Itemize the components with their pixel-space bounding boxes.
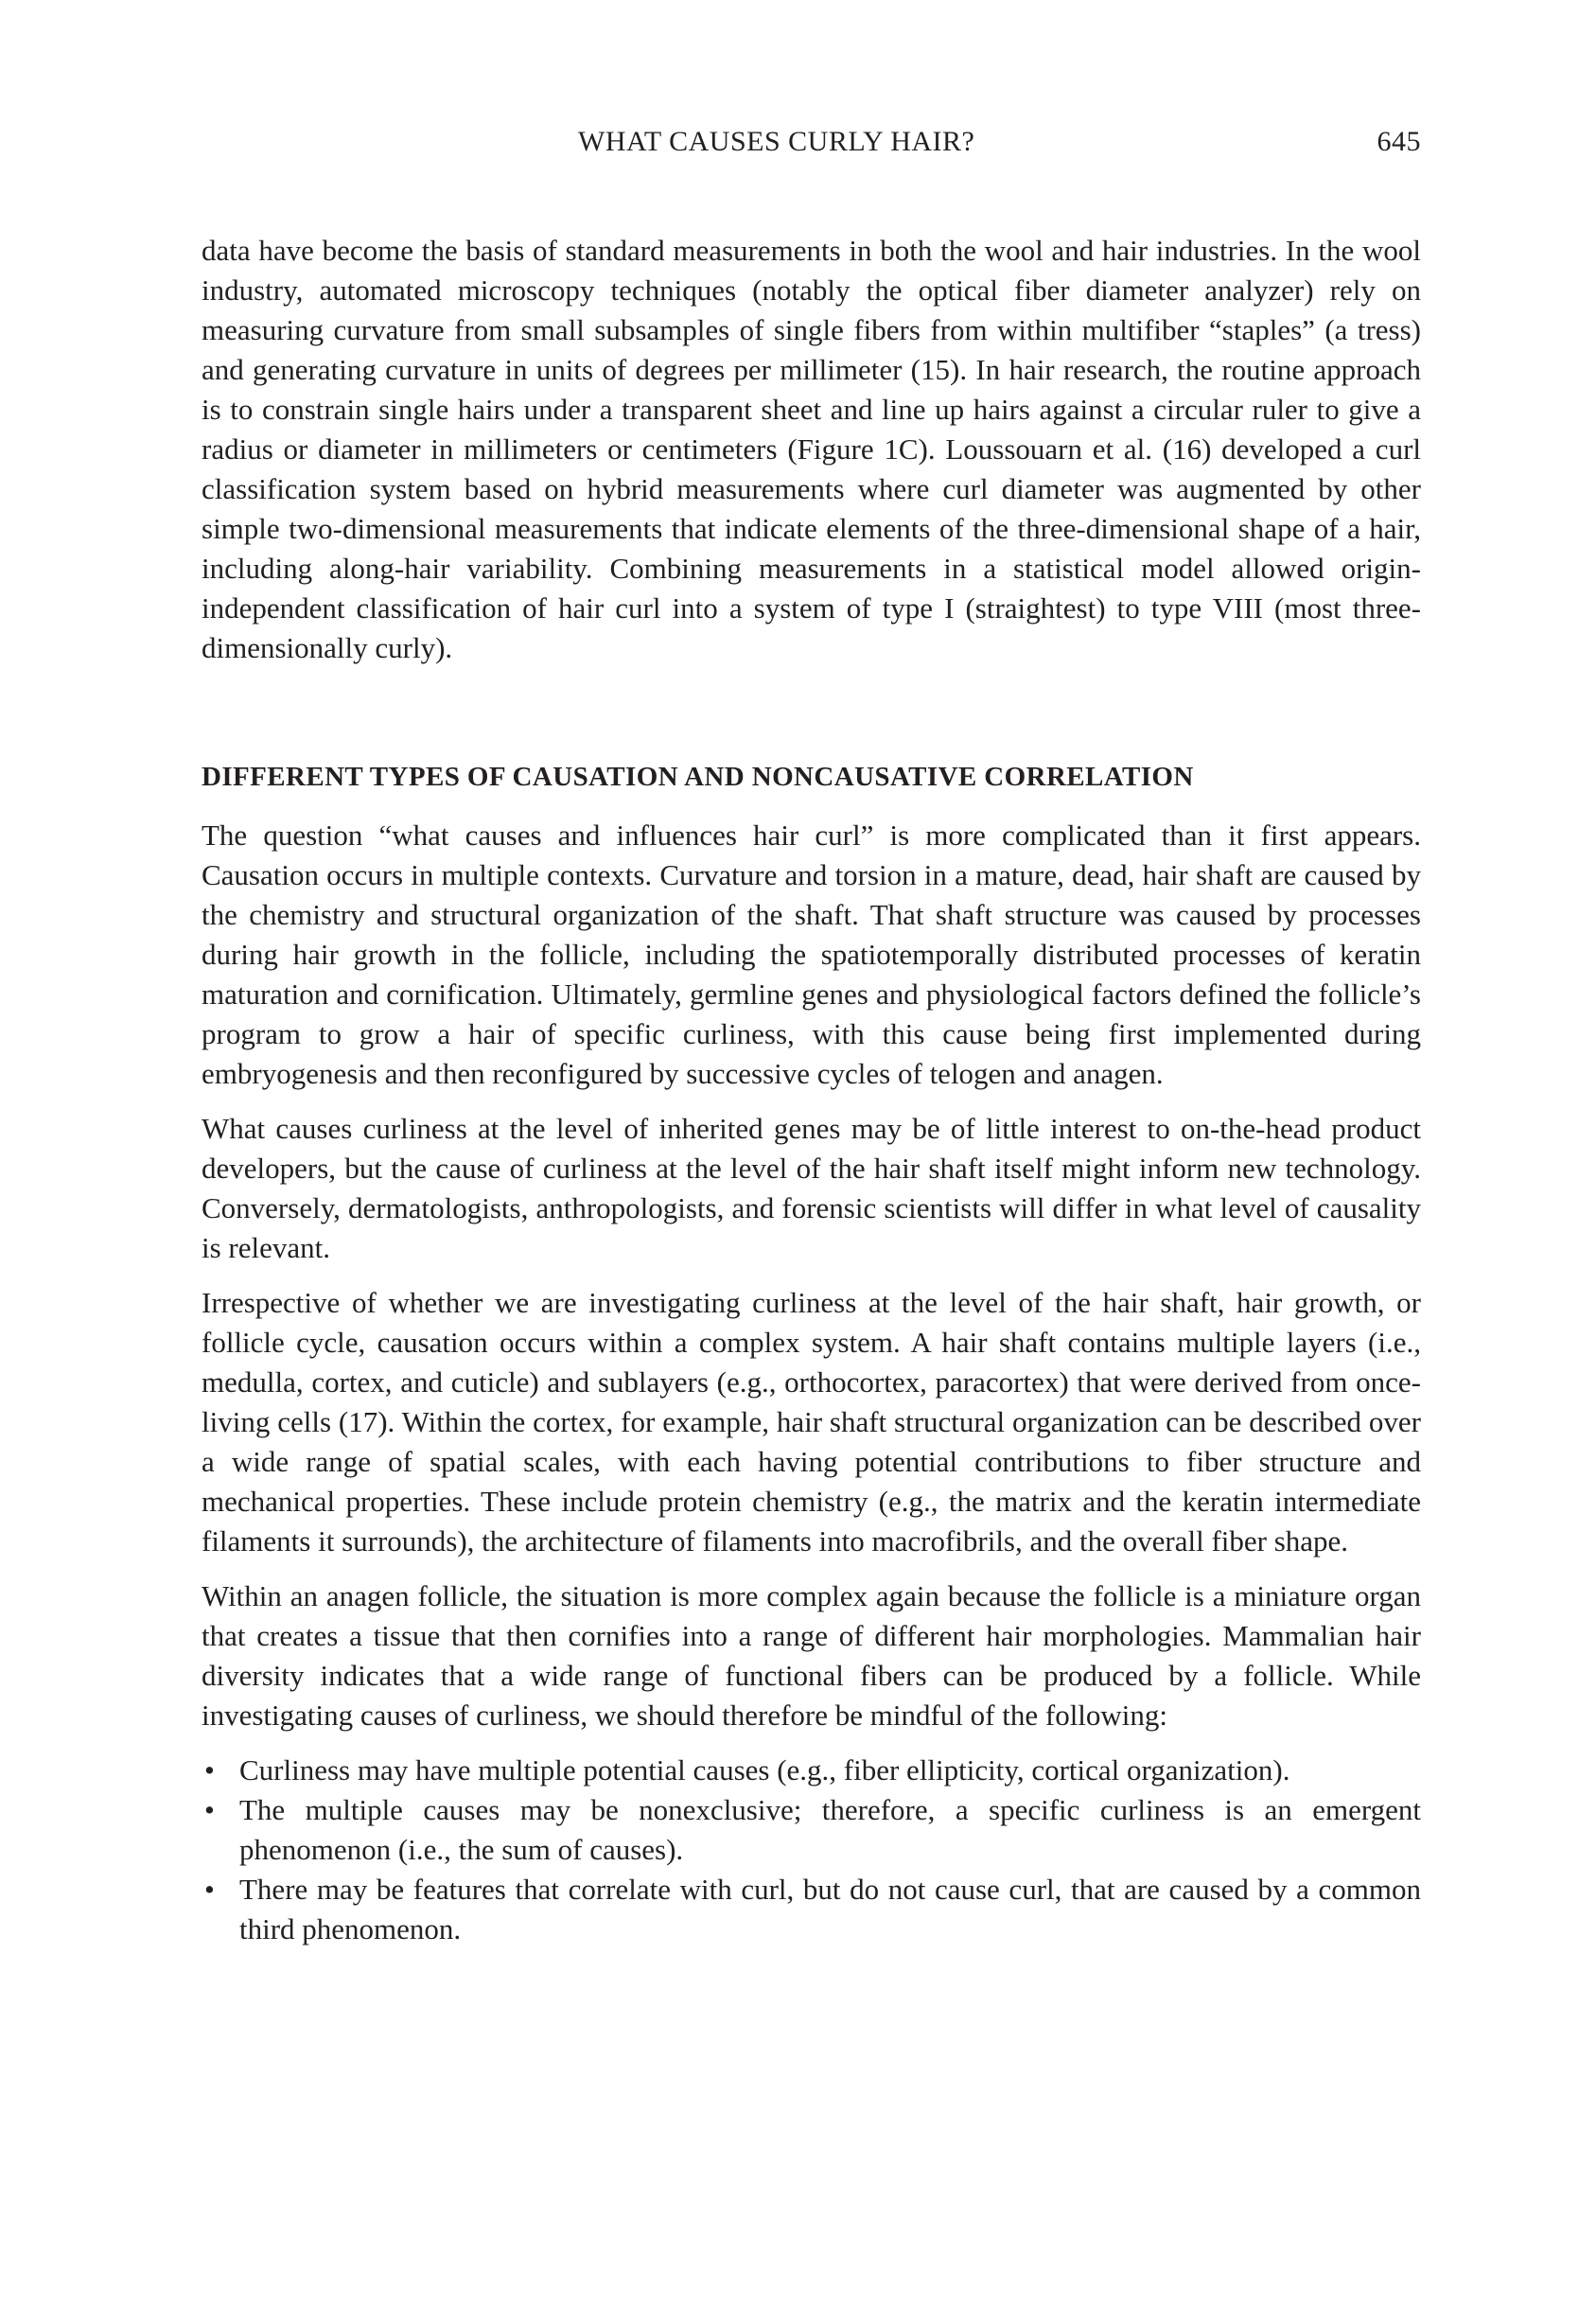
running-title: WHAT CAUSES CURLY HAIR? [578,126,975,157]
bullet-item [202,1870,1421,1949]
bullet-icon: • [204,1873,215,1906]
running-header [202,121,1421,163]
bullet-item [202,1790,1421,1870]
body-column [202,231,1421,1949]
bullet-list [202,1751,1421,1949]
page-number: 645 [1377,126,1421,157]
bullet-text: The multiple causes may be nonexclusive; therefore, a specific curliness is an emergent phenomenon (i.e., the sum of causes). [239,1793,1421,1866]
intro-paragraph: data have become the basis of standard measurements in both the wool and hair industries. In the wool industry, automated microscopy techniques (notably the optical fiber diameter analyzer) rely on measuring curvature from small subsamples of single fibers from within multifiber “staples” (a tress) and generating curvature in units of degrees per millimeter (15). In hair research, the routine approach is to constrain single hairs under a transparent sheet and line up hairs against a circular ruler to give a radius or diameter in millimeters or centimeters (Figure 1C). Loussouarn et al. (16) developed a curl classification system based on hybrid measurements where curl diameter was augmented by other simple two-dimensional measurements that indicate elements of the three-dimensional shape of a hair, including along-hair variability. Combining measurements in a statistical model allowed origin-independent classification of hair curl into a system of type I (straightest) to type VIII (most three-dimensionally curly). [202,234,1421,664]
bullet-text: There may be features that correlate with curl, but do not cause curl, that are caused by a common third phenomenon. [239,1873,1421,1945]
bullet-text: Curliness may have multiple potential causes (e.g., fiber ellipticity, cortical organization). [239,1753,1290,1787]
paragraph-anagen-follicle: Within an anagen follicle, the situation is more complex again because the follicle is a miniature organ that creates a tissue that then cornifies into a range of different hair morphologies. Mammalian hair diversity indicates that a wide range of functional fibers can be produced by a follicle. While investigating causes of curliness, we should therefore be mindful of the following: [202,1579,1421,1732]
bullet-item [202,1751,1421,1790]
bullet-icon: • [204,1753,215,1787]
section-heading: DIFFERENT TYPES OF CAUSATION AND NONCAUSATIVE CORRELATION [202,762,1194,792]
paragraph-causation-contexts: The question “what causes and influences hair curl” is more complicated than it first appears. Causation occurs in multiple contexts. Curvature and torsion in a mature, dead, hair shaft are caused by the chemistry and structural organization of the shaft. That shaft structure was caused by processes during hair growth in the follicle, including the spatiotemporally distributed processes of keratin maturation and cornification. Ultimately, germline genes and physiological factors defined the follicle’s program to grow a hair of specific curliness, with this cause being first implemented during embryogenesis and then reconfigured by successive cycles of telogen and anagen. [202,819,1421,1090]
paragraph-complex-system: Irrespective of whether we are investigating curliness at the level of the hair shaft, hair growth, or follicle cycle, causation occurs within a complex system. A hair shaft contains multiple layers (i.e., medulla, cortex, and cuticle) and sublayers (e.g., orthocortex, paracortex) that were derived from once-living cells (17). Within the cortex, for example, hair shaft structural organization can be described over a wide range of spatial scales, with each having potential contributions to fiber structure and mechanical properties. These include protein chemistry (e.g., the matrix and the keratin intermediate filaments it surrounds), the architecture of filaments into macrofibrils, and the overall fiber shape. [202,1286,1421,1558]
bullet-icon: • [204,1793,215,1826]
paragraph-levels-of-interest: What causes curliness at the level of inherited genes may be of little interest to on-the-head product developers, but the cause of curliness at the level of the hair shaft itself might inform new technology. Conversely, dermatologists, anthropologists, and forensic scientists will differ in what level of causality is relevant. [202,1112,1421,1264]
